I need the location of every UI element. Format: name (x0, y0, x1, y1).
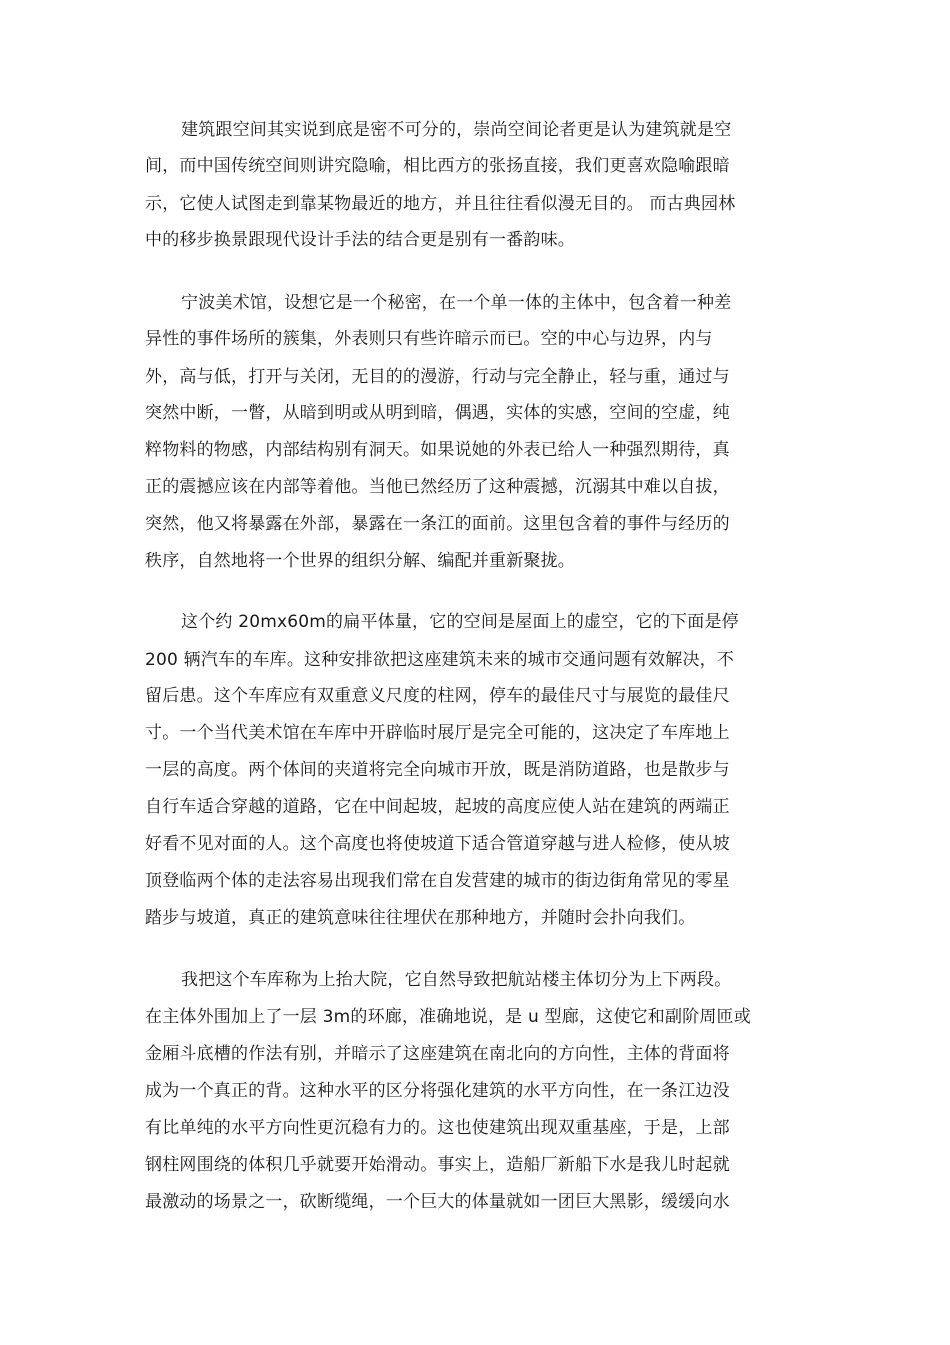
paragraph-3-line-1: 这个约 20mx60m的扁平体量，它的空间是屋面上的虚空，它的下面是停 (181, 612, 739, 632)
paragraph-2-line-8: 秩序，自然地将一个世界的组织分解、编配并重新聚拢。 (145, 551, 575, 571)
paragraph-2-line-3: 外，高与低，打开与关闭，无目的的漫游，行动与完全静止，轻与重，通过与 (145, 367, 730, 387)
paragraph-3-line-7: 好看不见对面的人。这个高度也将使坡道下适合管道穿越与进人检修，使从坡 (145, 834, 730, 854)
paragraph-1-line-4: 中的移步换景跟现代设计手法的结合更是别有一番韵味。 (145, 230, 575, 250)
paragraph-1-line-1: 建筑跟空间其实说到底是密不可分的，崇尚空间论者更是认为建筑就是空 (181, 120, 732, 140)
paragraph-4-line-1: 我把这个车库称为上抬大院，它自然导致把航站楼主体切分为上下两段。 (181, 970, 732, 990)
paragraph-4-line-5: 有比单纯的水平方向性更沉稳有力的。这也使建筑出现双重基座，于是，上部 (145, 1118, 730, 1138)
paragraph-2-line-2: 异性的事件场所的簇集，外表则只有些许暗示而已。空的中心与边界，内与 (145, 329, 713, 349)
paragraph-3-line-8: 顶登临两个体的走法容易出现我们常在自发营建的城市的街边街角常见的零星 (145, 871, 730, 891)
paragraph-4-line-3: 金厢斗底槽的作法有别，并暗示了这座建筑在南北向的方向性，主体的背面将 (145, 1044, 730, 1064)
paragraph-3-line-3: 留后患。这个车库应有双重意义尺度的柱网，停车的最佳尺寸与展览的最佳尺 (145, 686, 730, 706)
paragraph-3-line-9: 踏步与坡道，真正的建筑意味往往埋伏在那种地方，并随时会扑向我们。 (145, 908, 696, 928)
paragraph-3-line-4: 寸。一个当代美术馆在车库中开辟临时展厅是完全可能的，这决定了车库地上 (145, 723, 730, 743)
paragraph-4-line-7: 最激动的场景之一，砍断缆绳，一个巨大的体量就如一团巨大黑影，缓缓向水 (145, 1192, 730, 1212)
paragraph-1-line-2: 间，而中国传统空间则讲究隐喻，相比西方的张扬直接，我们更喜欢隐喻跟暗 (145, 156, 730, 176)
paragraph-4-line-2: 在主体外围加上了一层 3m的环廊，准确地说，是 u 型廊，这使它和副阶周匝或 (145, 1007, 751, 1027)
paragraph-2-line-6: 正的震撼应该在内部等着他。当他已然经历了这种震撼，沉溺其中难以自拔， (145, 477, 730, 497)
paragraph-1-line-3: 示，它使人试图走到靠某物最近的地方，并且往往看似漫无目的。 而古典园林 (145, 194, 736, 214)
paragraph-4-line-6: 钢柱网围绕的体积几乎就要开始滑动。事实上，造船厂新船下水是我儿时起就 (145, 1155, 730, 1175)
paragraph-3-line-6: 自行车适合穿越的道路，它在中间起坡，起坡的高度应使人站在建筑的两端正 (145, 797, 730, 817)
paragraph-4-line-4: 成为一个真正的背。这种水平的区分将强化建筑的水平方向性，在一条江边没 (145, 1081, 730, 1101)
paragraph-2-line-4: 突然中断，一瞥，从暗到明或从明到暗，偶遇，实体的实感，空间的空虚，纯 (145, 403, 730, 423)
paragraph-2-line-1: 宁波美术馆，设想它是一个秘密，在一个单一体的主体中，包含着一种差 (181, 293, 732, 313)
paragraph-2-line-5: 粹物料的物感，内部结构别有洞天。如果说她的外表已给人一种强烈期待，真 (145, 440, 730, 460)
paragraph-3-line-2: 200 辆汽车的车库。这种安排欲把这座建筑未来的城市交通问题有效解决，不 (145, 650, 735, 670)
paragraph-3-line-5: 一层的高度。两个体间的夹道将完全向城市开放，既是消防道路，也是散步与 (145, 760, 730, 780)
paragraph-2-line-7: 突然，他又将暴露在外部，暴露在一条江的面前。这里包含着的事件与经历的 (145, 514, 730, 534)
